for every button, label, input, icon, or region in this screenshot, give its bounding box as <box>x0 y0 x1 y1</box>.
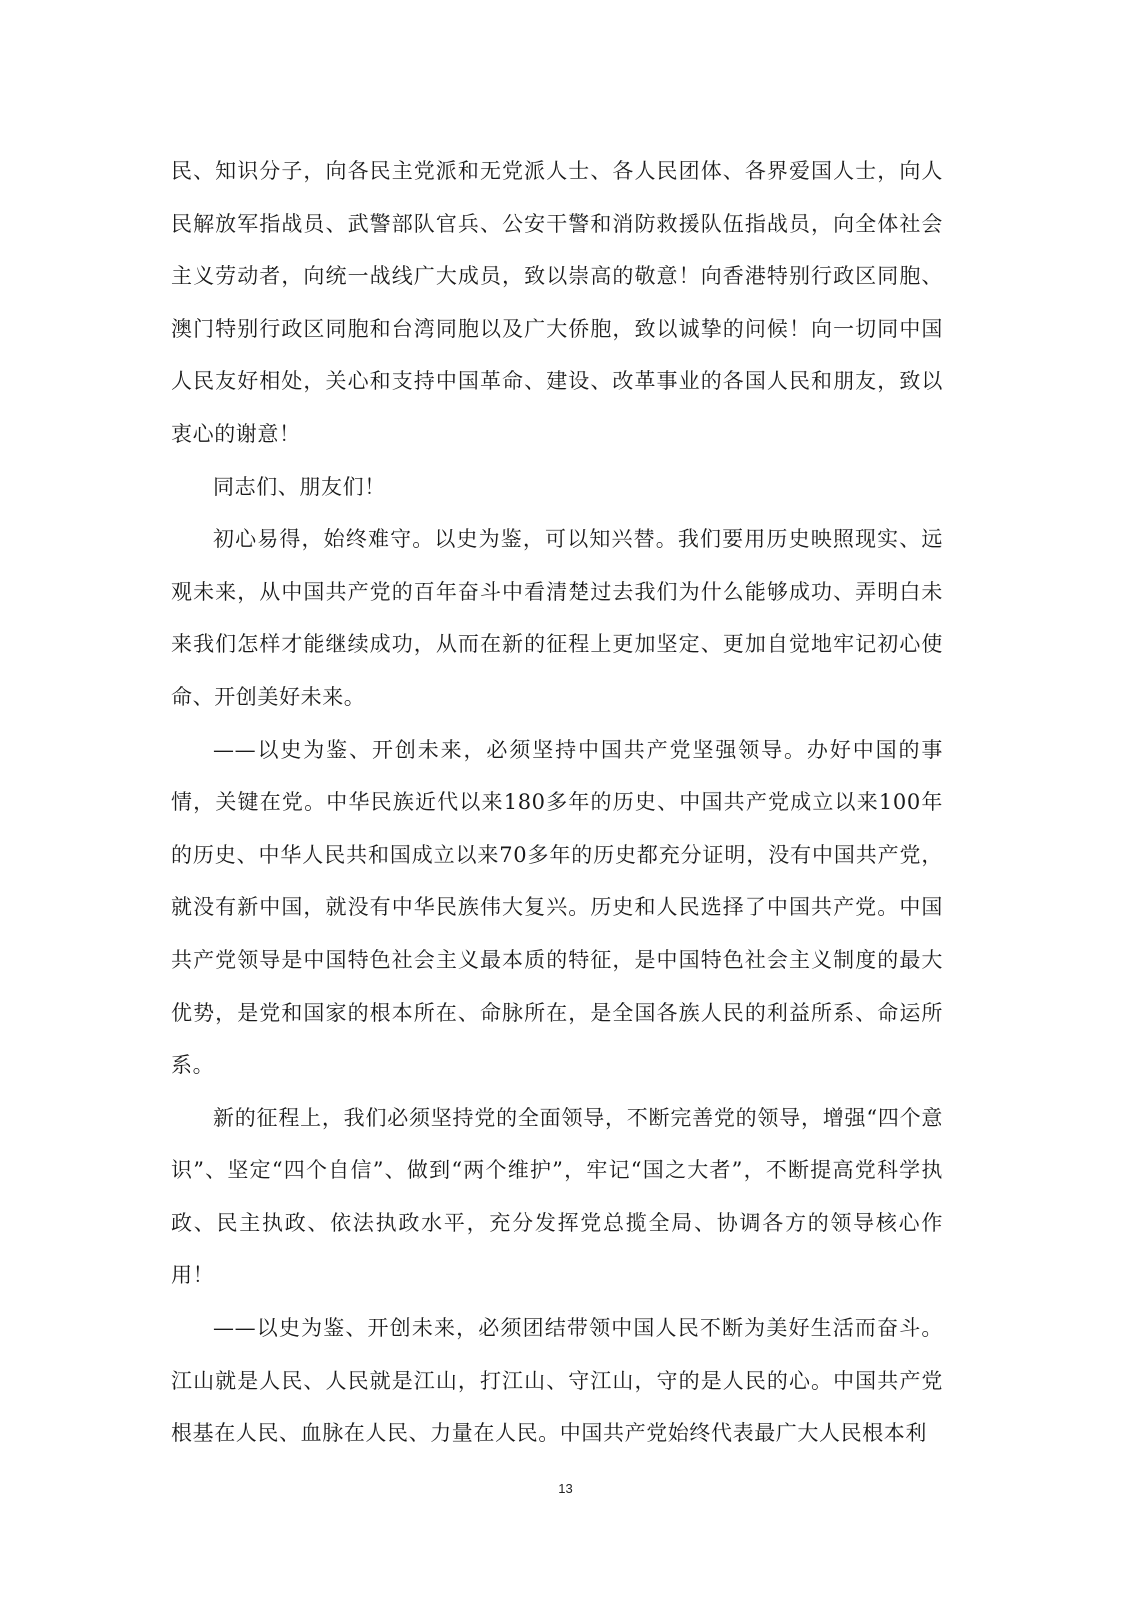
body-text <box>171 145 943 1460</box>
paragraph-history-mirror: 初心易得，始终难守。以史为鉴，可以知兴替。我们要用历史映照现实、远观未来，从中国共产党的百年奋斗中看清楚过去我们为什么能够成功、弄明白未来我们怎样才能继续成功，从而在新的征程上更加坚定、更加自觉地牢记初心使命、开创美好未来。 <box>171 527 943 709</box>
page-number: 13 <box>558 1481 573 1496</box>
paragraph-address: 同志们、朋友们！ <box>213 474 386 499</box>
paragraph-party-leadership: ——以史为鉴、开创未来，必须坚持中国共产党坚强领导。办好中国的事情，关键在党。中华民族近代以来180多年的历史、中国共产党成立以来100年的历史、中华人民共和国成立以来70多年的历史都充分证明，没有中国共产党，就没有新中国，就没有中华民族伟大复兴。历史和人民选择了中国共产党。中国共产党领导是中国特色社会主义最本质的特征，是中国特色社会主义制度的最大优势，是党和国家的根本所在、命脉所在，是全国各族人民的利益所系、命运所系。 <box>171 737 943 1078</box>
paragraph-greetings: 民、知识分子，向各民主党派和无党派人士、各人民团体、各界爱国人士，向人民解放军指战员、武警部队官兵、公安干警和消防救援队伍指战员，向全体社会主义劳动者，向统一战线广大成员，致以崇高的敬意！向香港特别行政区同胞、澳门特别行政区同胞和台湾同胞以及广大侨胞，致以诚挚的问候！向一切同中国人民友好相处，关心和支持中国革命、建设、改革事业的各国人民和朋友，致以衷心的谢意！ <box>171 159 943 446</box>
paragraph-people: ——以史为鉴、开创未来，必须团结带领中国人民不断为美好生活而奋斗。江山就是人民、人民就是江山，打江山、守江山，守的是人民的心。中国共产党根基在人民、血脉在人民、力量在人民。中国共产党始终代表最广大人民根本利 <box>171 1316 943 1446</box>
paragraph-new-journey: 新的征程上，我们必须坚持党的全面领导，不断完善党的领导，增强“四个意识”、坚定“四个自信”、做到“两个维护”，牢记“国之大者”，不断提高党科学执政、民主执政、依法执政水平，充分发挥党总揽全局、协调各方的领导核心作用！ <box>171 1105 943 1288</box>
